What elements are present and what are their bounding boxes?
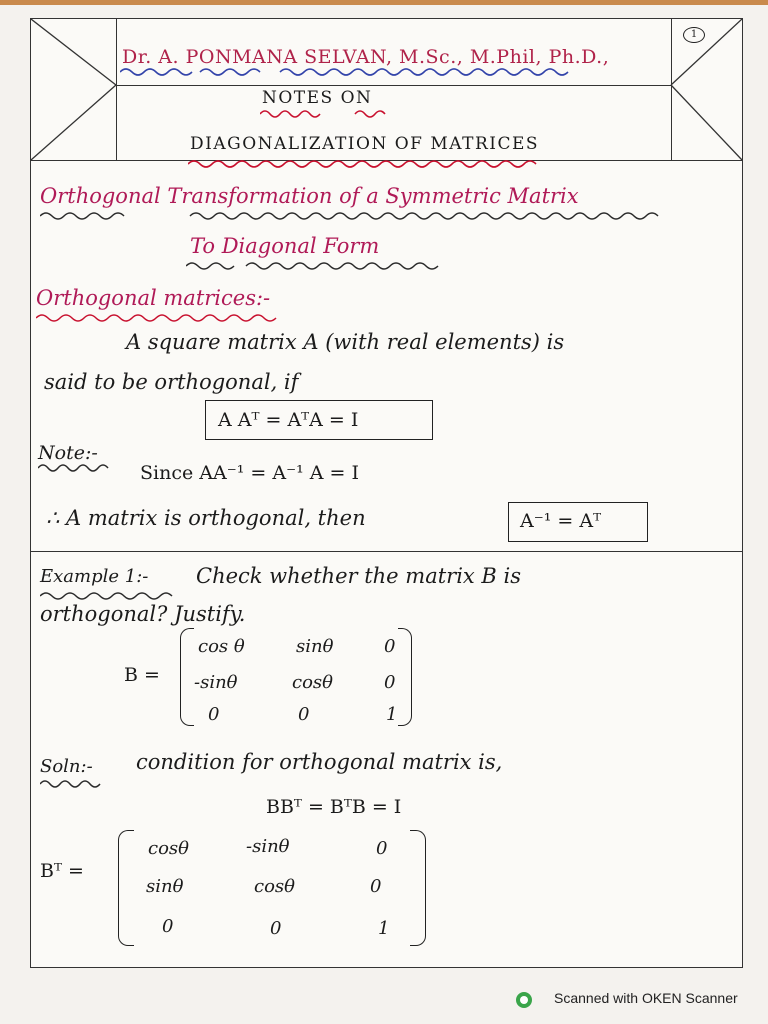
note-label: Note:- [38, 442, 98, 464]
conclusion-formula: A⁻¹ = Aᵀ [520, 510, 602, 532]
transpose-name: Bᵀ = [40, 860, 84, 882]
matrix-bt-cell: 0 [370, 876, 382, 897]
example-label: Example 1:- [40, 566, 149, 587]
author-name: Dr. A. PONMANA SELVAN, M.Sc., M.Phil, Ph.D., [122, 46, 610, 68]
orthogonal-subheading: Orthogonal matrices:- [36, 286, 271, 310]
matrix-b-right-bracket [398, 628, 412, 726]
page-number: 1 [683, 27, 705, 43]
matrix-bt-cell: 1 [378, 918, 390, 939]
example-question-line1: Check whether the matrix B is [196, 564, 522, 588]
matrix-b-cell: -sinθ [194, 672, 238, 693]
matrix-b-cell: 0 [384, 672, 396, 693]
example-question-line2: orthogonal? Justify. [40, 602, 246, 626]
section-title-underline2 [186, 262, 446, 270]
solution-underline [40, 780, 110, 788]
notes-on-heading: NOTES ON [262, 88, 373, 108]
author-underline [120, 68, 640, 76]
note-underline [38, 464, 118, 472]
matrix-b-cell: 0 [384, 636, 396, 657]
topic-underline [188, 160, 548, 168]
note-formula: Since AA⁻¹ = A⁻¹ A = I [140, 462, 359, 484]
matrix-b-cell: cos θ [198, 636, 245, 657]
matrix-b-cell: 0 [208, 704, 220, 725]
section-title-underline1 [40, 212, 680, 220]
scanner-logo-icon [516, 992, 532, 1008]
matrix-bt-cell: -sinθ [246, 836, 290, 857]
solution-formula: BBᵀ = BᵀB = I [266, 796, 402, 818]
matrix-b-cell: cosθ [292, 672, 333, 693]
section-title-line1: Orthogonal Transformation of a Symmetric Matrix [40, 184, 579, 208]
example-underline [40, 592, 180, 600]
matrix-bt-cell: sinθ [146, 876, 184, 897]
matrix-b-left-bracket [180, 628, 194, 726]
matrix-b-cell: 1 [386, 704, 398, 725]
top-edge-strip [0, 0, 768, 5]
matrix-bt-left-bracket [118, 830, 134, 946]
definition-line1: A square matrix A (with real elements) is [126, 330, 565, 354]
matrix-bt-cell: 0 [376, 838, 388, 859]
solution-text: condition for orthogonal matrix is, [136, 750, 503, 774]
section-title-line2: To Diagonal Form [190, 234, 380, 258]
matrix-b-cell: 0 [298, 704, 310, 725]
matrix-b-cell: sinθ [296, 636, 334, 657]
notes-on-underline [260, 110, 410, 118]
matrix-b-name: B = [124, 664, 160, 686]
scanner-watermark: Scanned with OKEN Scanner [554, 990, 738, 1006]
matrix-bt-cell: 0 [270, 918, 282, 939]
conclusion-text: ∴ A matrix is orthogonal, then [46, 506, 366, 530]
subheading-underline [36, 314, 286, 322]
matrix-bt-cell: 0 [162, 916, 174, 937]
matrix-bt-cell: cosθ [148, 838, 189, 859]
matrix-bt-cell: cosθ [254, 876, 295, 897]
section-divider [31, 551, 742, 552]
matrix-bt-right-bracket [410, 830, 426, 946]
solution-label: Soln:- [40, 756, 93, 777]
definition-line2: said to be orthogonal, if [44, 370, 299, 394]
topic-heading: DIAGONALIZATION OF MATRICES [190, 134, 540, 154]
definition-formula: A Aᵀ = AᵀA = I [218, 409, 359, 431]
